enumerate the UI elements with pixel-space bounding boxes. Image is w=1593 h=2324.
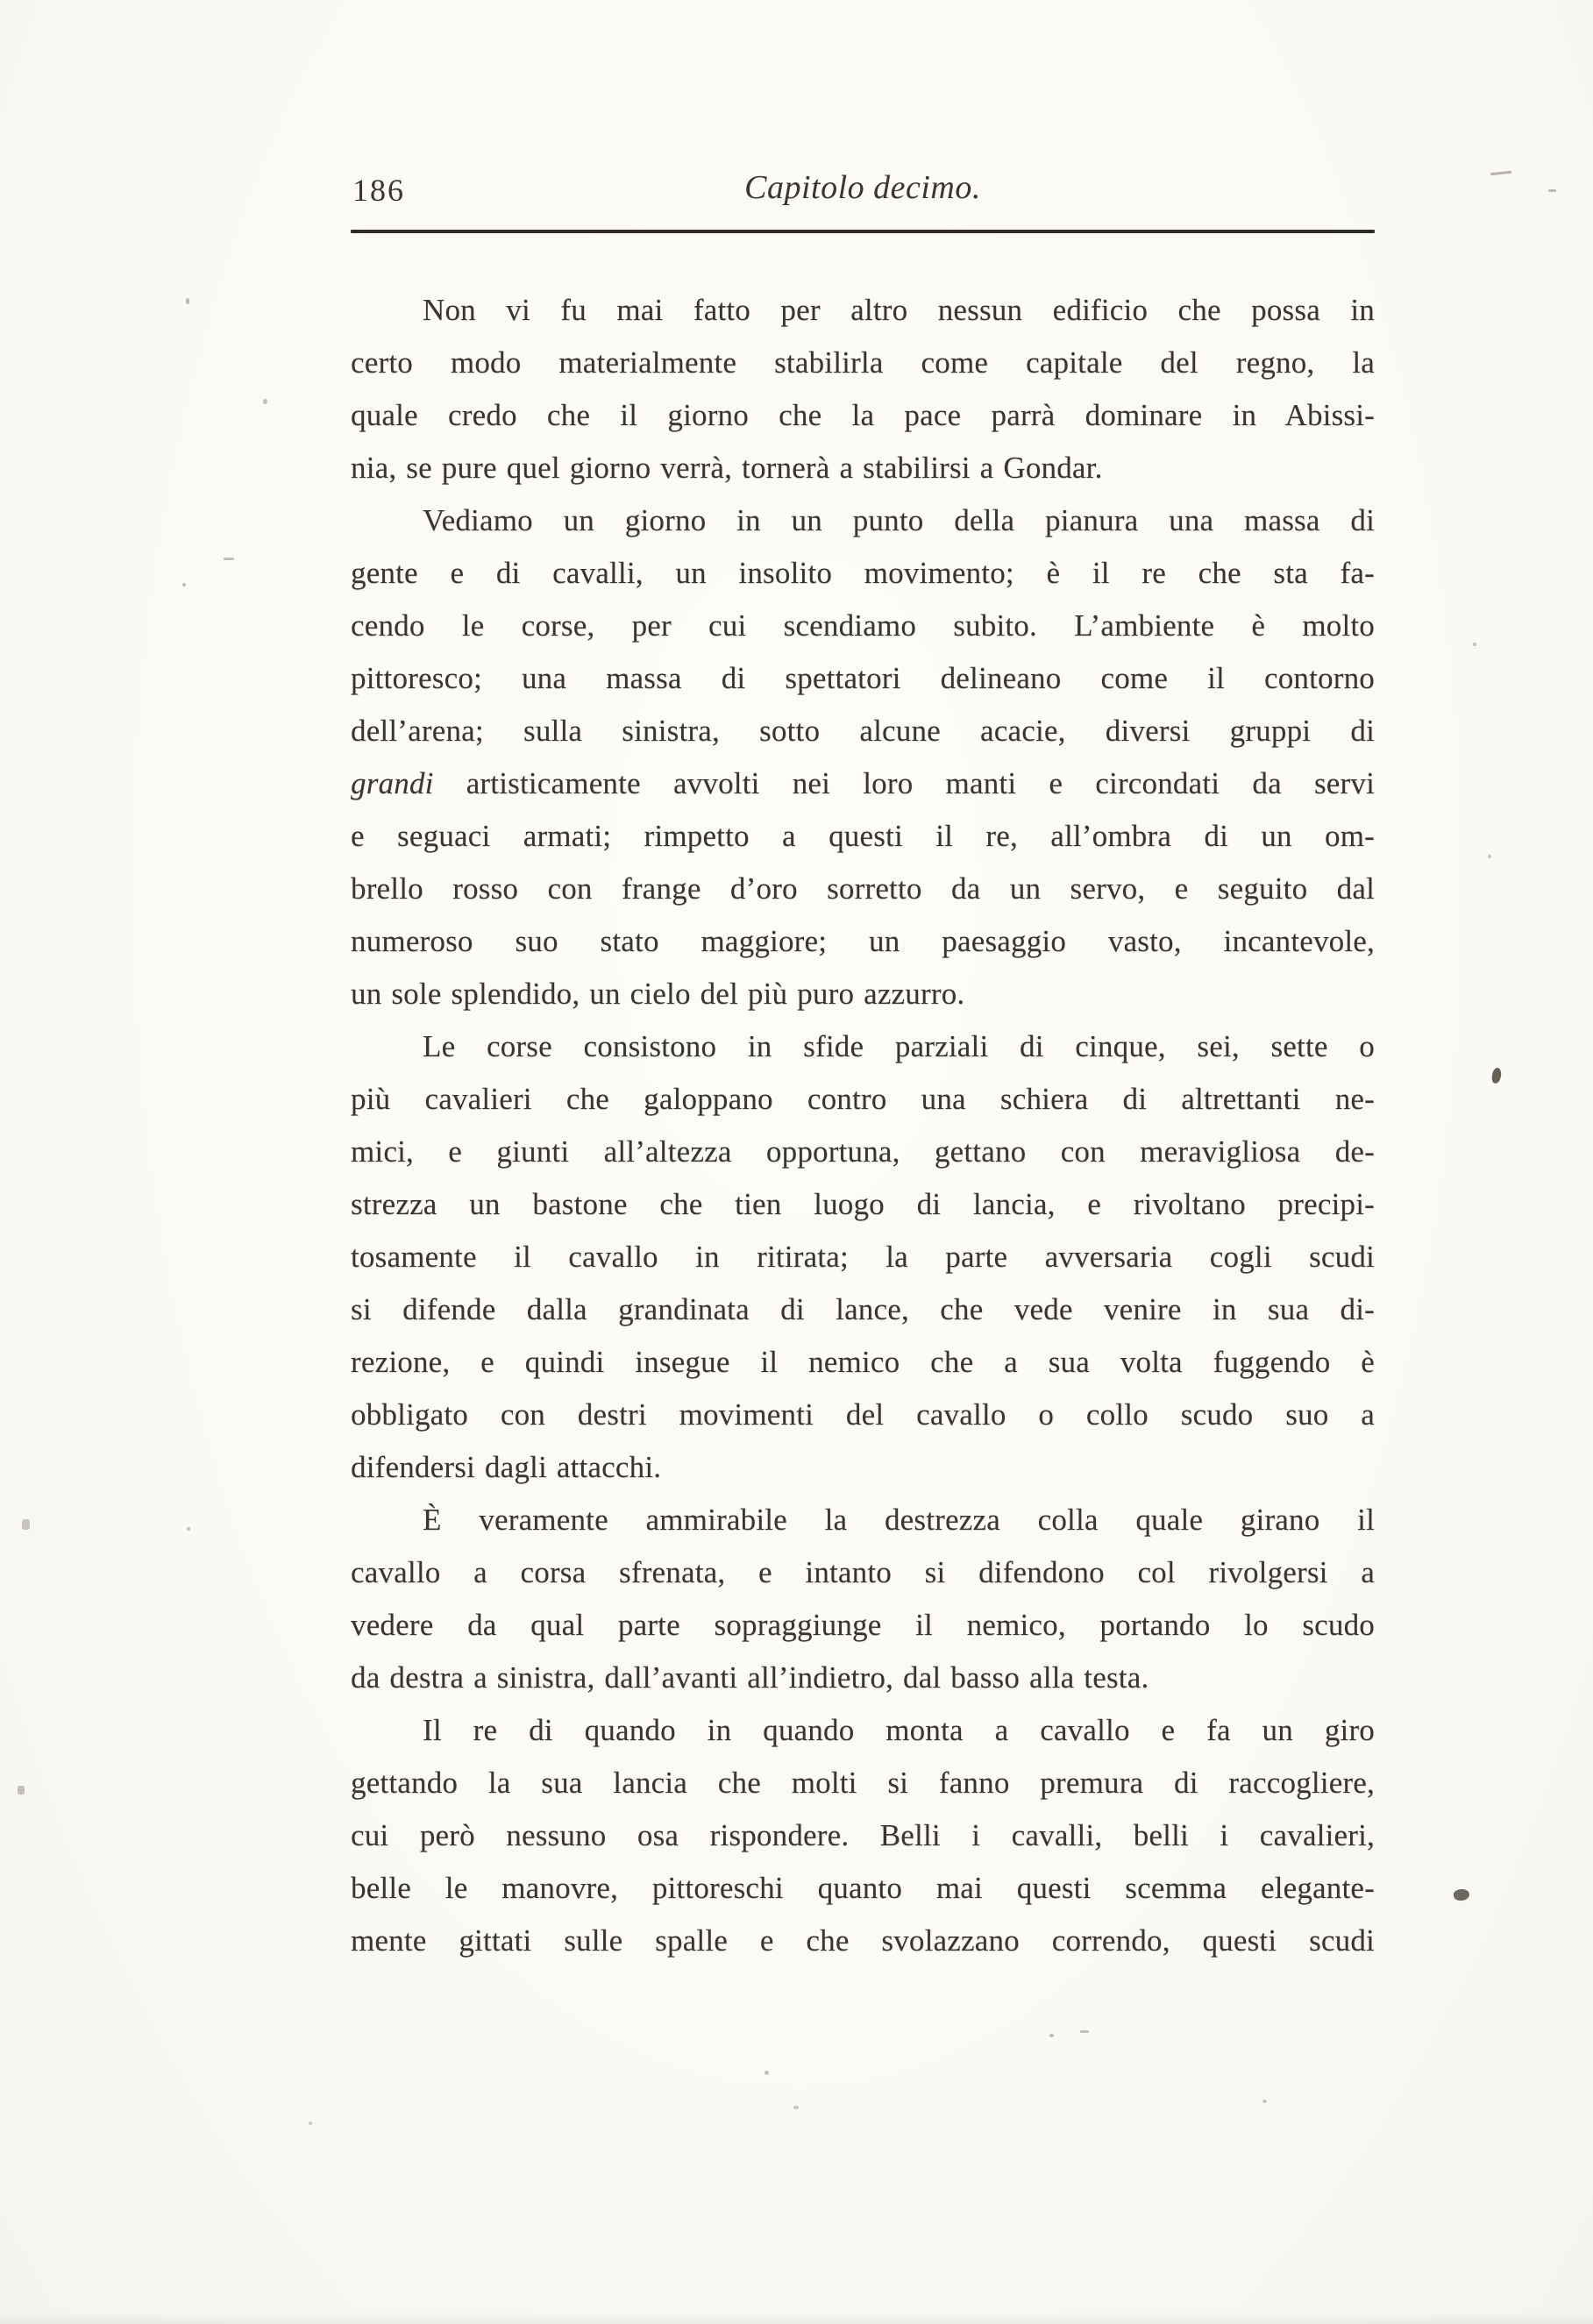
page-number: 186 bbox=[352, 173, 405, 208]
text-segment: obbligato con destri movimenti del cavallo o collo scudo suo a bbox=[351, 1397, 1375, 1432]
text-segment: si difende dalla grandinata di lance, che vede venire in sua di- bbox=[351, 1292, 1375, 1326]
text-segment: mente gittati sulle spalle e che svolazzano correndo, questi scudi bbox=[351, 1923, 1375, 1958]
scan-speck bbox=[1080, 2030, 1089, 2033]
scan-speck bbox=[1262, 2100, 1267, 2103]
scan-speck bbox=[793, 2106, 799, 2109]
scan-speck bbox=[263, 399, 267, 404]
scan-speck bbox=[1548, 189, 1556, 192]
text-segment: difendersi dagli attacchi. bbox=[351, 1450, 662, 1484]
paragraph bbox=[351, 1704, 1375, 1967]
text-line bbox=[351, 1073, 1375, 1126]
text-segment: belle le manovre, pittoreschi quanto mai questi scemma elegante- bbox=[351, 1871, 1375, 1905]
text-segment: È veramente ammirabile la destrezza colla quale girano il bbox=[423, 1503, 1375, 1537]
text-segment: numeroso suo stato maggiore; un paesaggio vasto, incantevole, bbox=[351, 924, 1375, 958]
scan-speck bbox=[22, 1519, 30, 1530]
paragraph bbox=[351, 494, 1375, 1020]
text-line bbox=[351, 652, 1375, 705]
text-segment: cui però nessuno osa rispondere. Belli i cavalli, belli i cavalieri, bbox=[351, 1818, 1375, 1852]
italic-text-segment: grandi bbox=[351, 766, 434, 800]
header-rule bbox=[351, 230, 1375, 233]
text-segment: certo modo materialmente stabilirla come capitale del regno, la bbox=[351, 345, 1375, 380]
ink-blot bbox=[1490, 1067, 1503, 1084]
text-line bbox=[351, 968, 1375, 1020]
page-bottom-shadow bbox=[0, 2312, 1593, 2324]
text-segment: artisticamente avvolti nei loro manti e circondati da servi bbox=[433, 766, 1375, 800]
text-line bbox=[351, 1862, 1375, 1915]
chapter-title: Capitolo decimo. bbox=[744, 169, 981, 206]
scan-speck bbox=[18, 1786, 25, 1795]
text-line bbox=[351, 284, 1375, 337]
text-segment: brello rosso con frange d’oro sorretto da un servo, e seguito dal bbox=[351, 871, 1375, 906]
scan-speck bbox=[1473, 643, 1476, 646]
text-line bbox=[351, 915, 1375, 968]
text-segment: mici, e giunti all’altezza opportuna, gettano con meravigliosa de- bbox=[351, 1134, 1375, 1169]
text-line bbox=[351, 547, 1375, 600]
text-line bbox=[351, 1283, 1375, 1336]
text-line bbox=[351, 757, 1375, 810]
scan-speck bbox=[309, 2121, 312, 2125]
text-line bbox=[351, 705, 1375, 757]
scan-speck bbox=[186, 298, 189, 304]
text-line bbox=[351, 1915, 1375, 1967]
text-segment: cavallo a corsa sfrenata, e intanto si difendono col rivolgersi a bbox=[351, 1555, 1375, 1589]
scan-speck bbox=[764, 2071, 769, 2075]
text-segment: più cavalieri che galoppano contro una schiera di altrettanti ne- bbox=[351, 1082, 1375, 1116]
text-segment: vedere da qual parte sopraggiunge il nemico, portando lo scudo bbox=[351, 1608, 1375, 1642]
text-line bbox=[351, 810, 1375, 863]
text-segment: gente e di cavalli, un insolito movimento; è il re che sta fa- bbox=[351, 556, 1375, 590]
text-line bbox=[351, 1389, 1375, 1441]
text-segment: strezza un bastone che tien luogo di lancia, e rivoltano precipi- bbox=[351, 1187, 1375, 1221]
scan-speck bbox=[187, 1527, 190, 1531]
text-line bbox=[351, 1336, 1375, 1389]
ink-blot bbox=[1453, 1888, 1470, 1901]
text-segment: e seguaci armati; rimpetto a questi il re, all’ombra di un om- bbox=[351, 819, 1375, 853]
text-line bbox=[351, 1231, 1375, 1283]
text-line bbox=[351, 337, 1375, 389]
text-segment: dell’arena; sulla sinistra, sotto alcune acacie, diversi gruppi di bbox=[351, 714, 1375, 748]
page-body bbox=[351, 284, 1375, 1967]
text-line bbox=[351, 1441, 1375, 1494]
text-segment: cendo le corse, per cui scendiamo subito. L’ambiente è molto bbox=[351, 608, 1375, 643]
text-segment: pittoresco; una massa di spettatori delineano come il contorno bbox=[351, 661, 1375, 695]
text-line bbox=[351, 1809, 1375, 1862]
text-line bbox=[351, 1178, 1375, 1231]
text-line bbox=[351, 389, 1375, 442]
scan-speck bbox=[182, 583, 186, 586]
text-line bbox=[351, 1546, 1375, 1599]
text-segment: gettando la sua lancia che molti si fanno premura di raccogliere, bbox=[351, 1766, 1375, 1800]
paragraph bbox=[351, 284, 1375, 494]
text-segment: quale credo che il giorno che la pace parrà dominare in Abissi- bbox=[351, 398, 1375, 432]
text-segment: tosamente il cavallo in ritirata; la parte avversaria cogli scudi bbox=[351, 1240, 1375, 1274]
text-segment: Le corse consistono in sfide parziali di cinque, sei, sette o bbox=[423, 1029, 1375, 1063]
text-line bbox=[351, 1704, 1375, 1757]
text-line bbox=[351, 1494, 1375, 1546]
scan-speck bbox=[1049, 2034, 1054, 2037]
text-segment: da destra a sinistra, dall’avanti all’indietro, dal basso alla testa. bbox=[351, 1660, 1149, 1695]
paragraph bbox=[351, 1494, 1375, 1704]
text-segment: Il re di quando in quando monta a cavallo e fa un giro bbox=[423, 1713, 1375, 1747]
text-segment: nia, se pure quel giorno verrà, tornerà a stabilirsi a Gondar. bbox=[351, 451, 1103, 485]
text-line bbox=[351, 600, 1375, 652]
text-line bbox=[351, 1020, 1375, 1073]
text-segment: un sole splendido, un cielo del più puro azzurro. bbox=[351, 977, 965, 1011]
text-segment: rezione, e quindi insegue il nemico che a sua volta fuggendo è bbox=[351, 1345, 1375, 1379]
paragraph bbox=[351, 1020, 1375, 1494]
text-line bbox=[351, 1599, 1375, 1652]
text-block bbox=[351, 167, 1375, 1967]
text-line bbox=[351, 1126, 1375, 1178]
text-line bbox=[351, 442, 1375, 494]
text-line bbox=[351, 1757, 1375, 1809]
text-line bbox=[351, 1652, 1375, 1704]
scan-speck bbox=[1488, 855, 1491, 858]
scan-speck bbox=[1490, 171, 1511, 175]
page-header bbox=[351, 167, 1375, 217]
text-line bbox=[351, 494, 1375, 547]
scan-speck bbox=[224, 558, 234, 560]
text-line bbox=[351, 863, 1375, 915]
text-segment: Non vi fu mai fatto per altro nessun edificio che possa in bbox=[423, 293, 1375, 327]
text-segment: Vediamo un giorno in un punto della pianura una massa di bbox=[423, 503, 1375, 537]
